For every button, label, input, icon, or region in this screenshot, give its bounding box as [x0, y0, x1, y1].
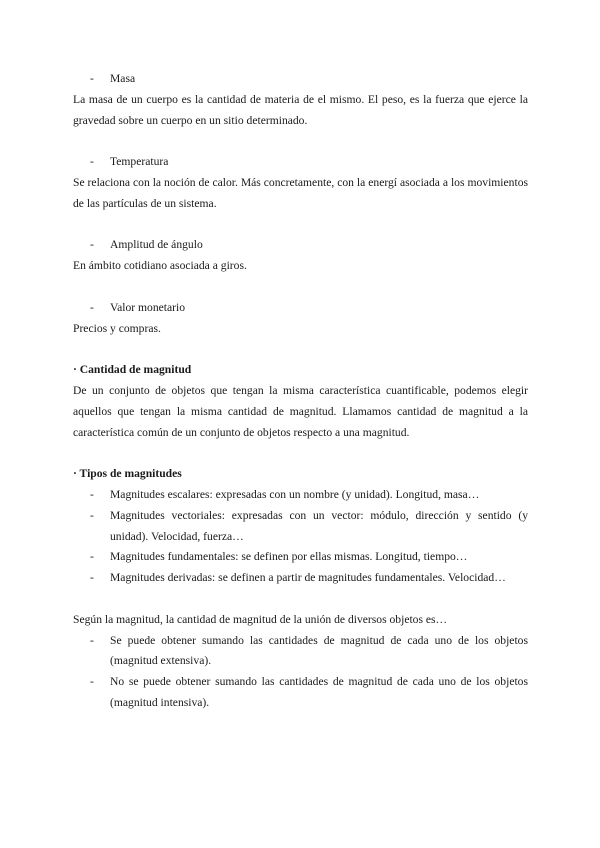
- heading-cantidad-magnitud: · Cantidad de magnitud: [73, 363, 192, 377]
- bullet-dash: -: [90, 550, 94, 564]
- heading-tipos-magnitudes: · Tipos de magnitudes: [73, 467, 182, 481]
- bullet-dash: -: [90, 508, 94, 522]
- bullet-dash: -: [90, 155, 94, 169]
- list-item-text: Magnitudes derivadas: se definen a partir de magnitudes fundamentales. Velocidad…: [110, 571, 506, 585]
- list-item: [73, 672, 528, 714]
- paragraph-cantidad: De un conjunto de objetos que tengan la misma característica cuantificable, podemos elegir aquellos que tengan la misma cantidad de magnitud. Llamamos cantidad de magnitud a la característica común de un conjunto de objetos respecto a una magnitud.: [73, 383, 528, 439]
- list-item-amplitud: [73, 235, 528, 256]
- document-body: [73, 69, 528, 714]
- list-item: [73, 485, 528, 506]
- paragraph-masa: La masa de un cuerpo es la cantidad de materia de el mismo. El peso, es la fuerza que ejerce la gravedad sobre un cuerpo en un sitio determinado.: [73, 92, 528, 127]
- list-item-text: Magnitudes vectoriales: expresadas con un vector: módulo, dirección y sentido (y unidad). Velocidad, fuerza…: [110, 508, 528, 543]
- item-title: Temperatura: [110, 155, 169, 169]
- list-item: [73, 568, 528, 589]
- bullet-dash: -: [90, 238, 94, 252]
- list-item-text: No se puede obtener sumando las cantidades de magnitud de cada uno de los objetos (magnitud intensiva).: [110, 675, 528, 709]
- list-item-valor: [73, 298, 528, 319]
- list-item: [73, 547, 528, 568]
- list-item-masa: [73, 69, 528, 90]
- list-item: [73, 506, 528, 548]
- bullet-dash: -: [90, 675, 94, 689]
- list-item-text: Se puede obtener sumando las cantidades de magnitud de cada uno de los objetos (magnitud extensiva).: [110, 633, 528, 668]
- bullet-dash: -: [90, 571, 94, 585]
- item-title: Amplitud de ángulo: [110, 238, 203, 252]
- paragraph-temperatura: Se relaciona con la noción de calor. Más concretamente, con la energí asociada a los movimientos de las partículas de un sistema.: [73, 175, 528, 210]
- item-title: Valor monetario: [110, 300, 186, 314]
- bullet-dash: -: [90, 487, 94, 501]
- bullet-dash: -: [90, 633, 94, 647]
- paragraph-union-intro: Según la magnitud, la cantidad de magnitud de la unión de diversos objetos es…: [73, 612, 448, 626]
- item-title: Masa: [110, 72, 136, 85]
- list-item-text: Magnitudes escalares: expresadas con un nombre (y unidad). Longitud, masa…: [110, 487, 480, 501]
- bullet-dash: -: [90, 72, 94, 85]
- list-item: [73, 631, 528, 673]
- list-item-text: Magnitudes fundamentales: se definen por ellas mismas. Longitud, tiempo…: [110, 550, 468, 564]
- paragraph-valor: Precios y compras.: [73, 321, 161, 335]
- paragraph-amplitud: En ámbito cotidiano asociada a giros.: [73, 259, 247, 273]
- list-item-temperatura: [73, 152, 528, 173]
- bullet-dash: -: [90, 300, 94, 314]
